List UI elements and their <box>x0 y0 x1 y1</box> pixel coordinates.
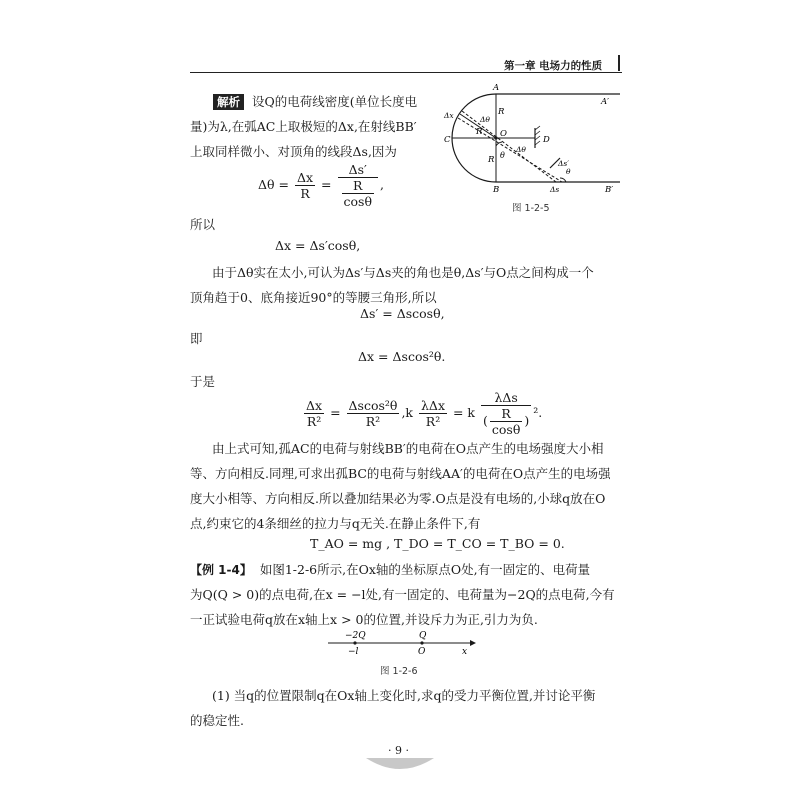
label-A-prime: A′ <box>601 97 610 107</box>
label-ds: Δs <box>550 185 560 194</box>
label-Q: Q <box>419 631 427 641</box>
equation-3: Δs′ = Δscosθ, <box>360 306 445 321</box>
header-rule <box>190 72 622 73</box>
frac-dx-over-r: $\frac{\Delta x}{R}$ <box>296 170 314 201</box>
example-line-1: 【例 1-4】 如图1-2-6所示,在Ox轴的坐标原点O处,有一固定的、电荷量 <box>190 562 591 577</box>
label-O-fig: O <box>500 129 507 139</box>
equation-5: $\frac{\Delta x}{\text{R²}}$ = $\frac{\text{Δscos²θ}}{\text{R²}}$ ,k $\frac{\text{λΔx}}{\text{R²}}$ = k λΔs ( $\frac{R}{\cos\theta}$ ) ². <box>306 390 543 437</box>
solution-line-2: 量)为λ,在弧AC上取极短的Δx,在射线BB′ <box>190 119 417 134</box>
label-x: x <box>462 647 468 657</box>
label-A: A <box>493 83 500 93</box>
label-R-top: R <box>498 107 505 117</box>
page-number: · 9 · <box>388 744 409 757</box>
page-number-ornament <box>362 758 438 776</box>
solution-line-4: 由于Δθ实在太小,可认为Δs′与Δs夹的角也是θ,Δs′与O点之间构成一个 <box>212 265 594 280</box>
label-B: B <box>493 185 500 194</box>
figure-1-2-5 <box>440 82 622 194</box>
example-tag: 【例 1-4】 <box>190 563 252 577</box>
equation-6: T_AO = mg , T_DO = T_CO = T_BO = 0. <box>310 536 565 551</box>
equation-1: Δθ = $\frac{\Delta x}{R}$ = $\frac{\Delta s'}{\frac{R}{\cos\theta}}$ , <box>258 162 384 209</box>
figure-1-2-6-caption: 图 1-2-6 <box>380 666 418 677</box>
text-suoyi-1: 所以 <box>190 217 216 232</box>
label-B-prime: B′ <box>605 185 614 194</box>
text-ji: 即 <box>190 331 203 346</box>
charge-neg2Q-dot <box>353 641 356 644</box>
x-axis-arrow-icon <box>470 640 476 646</box>
dashed-ray-1 <box>458 118 562 182</box>
label-O: O <box>418 647 426 657</box>
label-neg2Q: −2Q <box>345 631 366 641</box>
label-dx: Δx <box>444 111 454 120</box>
frac-ds-over-r-cos: $\frac{\Delta s'}{\frac{R}{\cos\theta}}$ <box>338 162 378 209</box>
solution-line-8: 度大小相等、方向相反.所以叠加结果必为零.O点是没有电场的,小球q放在O <box>190 491 606 506</box>
label-ds-prime: Δs′ <box>558 159 569 168</box>
figure-1-2-5-caption: 图 1-2-5 <box>512 203 550 214</box>
question-1-line-1: (1) 当q的位置限制q在Ox轴上变化时,求q的受力平衡位置,并讨论平衡 <box>212 688 596 703</box>
dashed-ray-2 <box>462 111 556 182</box>
label-neg-l: −l <box>348 647 359 657</box>
label-theta-mid: θ <box>500 151 505 160</box>
label-R-left: R <box>476 127 483 137</box>
solution-line-6: 由上式可知,孤AC的电荷与射线BB′的电荷在O点产生的电场强度大小相 <box>212 441 604 456</box>
solution-line-1: 解析 设Q的电荷线密度(单位长度电 <box>213 89 417 114</box>
example-line-3: 一正试验电荷q放在x轴上x > 0的位置,并设斥力为正,引力为负. <box>190 612 538 627</box>
label-dtheta-top: Δθ <box>480 115 490 124</box>
solution-line-5: 顶角趋于0、底角接近90°的等腰三角形,所以 <box>190 290 437 305</box>
label-R-mid: R <box>488 155 495 165</box>
equation-4: Δx = Δscos²θ. <box>358 349 446 364</box>
header-bar <box>618 55 620 71</box>
label-D: D <box>543 135 550 145</box>
charge-Q-dot <box>420 641 423 644</box>
text-yushi: 于是 <box>190 374 216 389</box>
label-C: C <box>444 135 451 145</box>
solution-line-7: 等、方向相反.同理,可求出孤BC的电荷与射线AA′的电荷在O点产生的电场强 <box>190 466 611 481</box>
example-line-2: 为Q(Q > 0)的点电荷,在x = −l处,有一固定的、电荷量为−2Q的点电荷,今有 <box>190 587 615 602</box>
question-1-line-2: 的稳定性. <box>190 713 244 728</box>
solution-line-9: 点,约束它的4条细丝的拉力与q无关.在静止条件下,有 <box>190 516 481 531</box>
figure-1-2-6 <box>326 628 476 658</box>
solution-line-3: 上取同样微小、对顶角的线段Δs,因为 <box>190 144 397 159</box>
label-theta-right: θ <box>566 167 571 176</box>
label-dtheta-right: Δθ <box>516 145 526 154</box>
chapter-header: 第一章 电场力的性质 <box>504 60 603 72</box>
point-O <box>494 136 497 139</box>
solution-tag: 解析 <box>213 94 244 110</box>
equation-2: Δx = Δs′cosθ, <box>275 238 361 253</box>
